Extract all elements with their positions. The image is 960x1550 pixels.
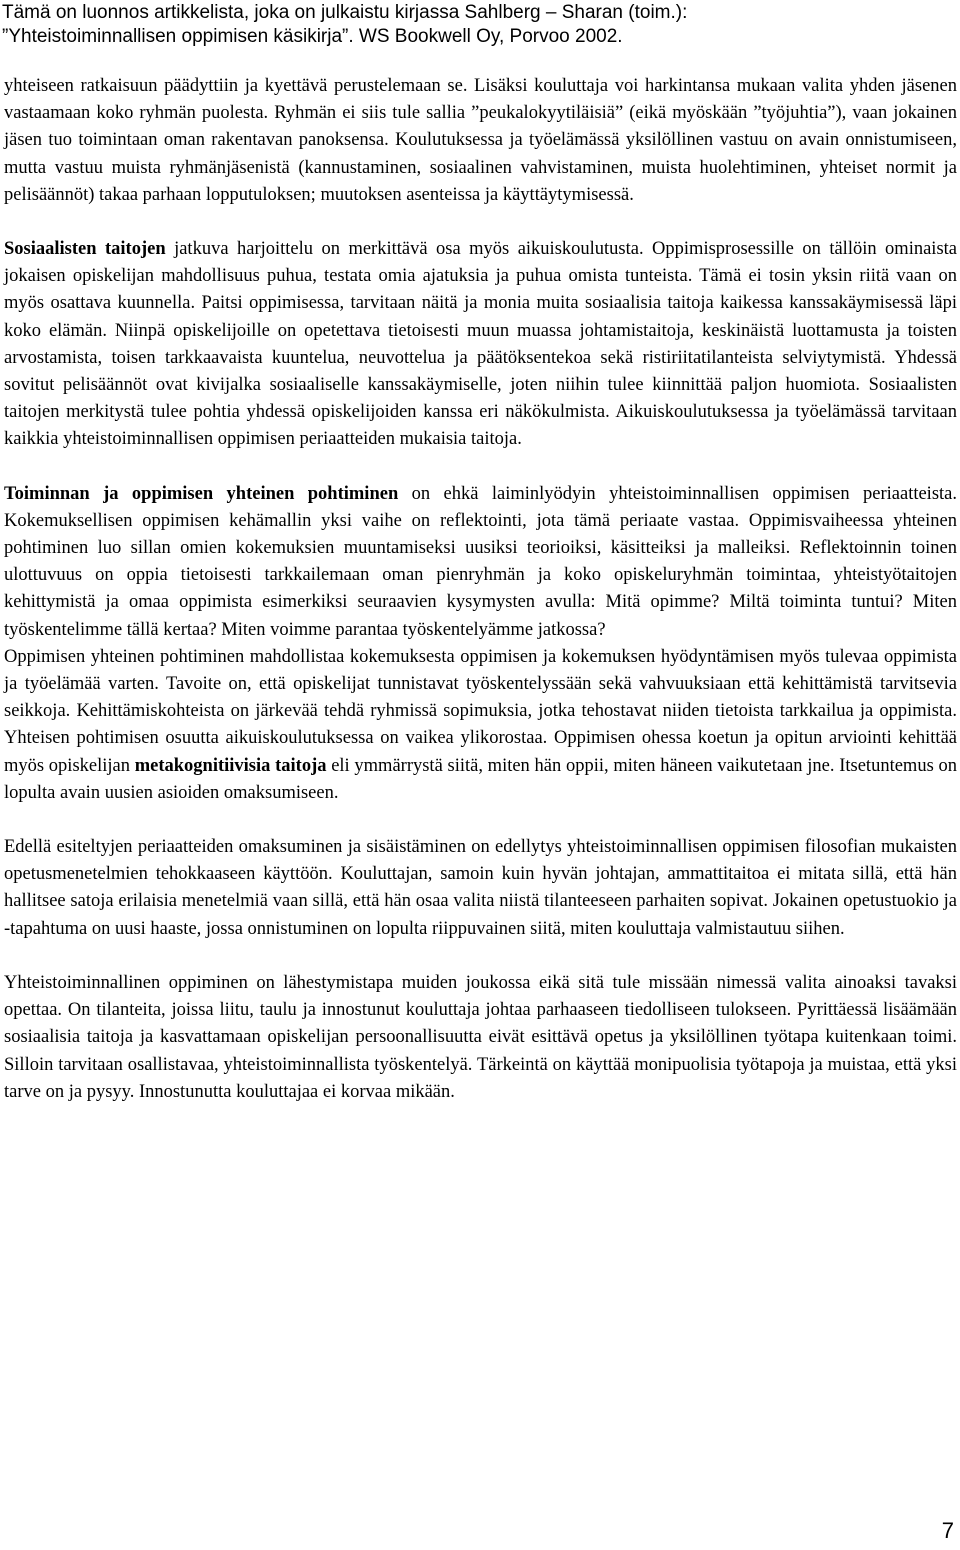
paragraph-metacognition [4,644,957,807]
article-body [4,73,957,1106]
paragraph-adoption [4,834,957,943]
paragraph-text: Yhteistoiminnallinen oppiminen on lähestymistapa muiden joukossa eikä sitä tule missään nimessä valita ainoaksi tavaksi opettaa. On tilanteita, joissa liitu, taulu ja innostunut kouluttaja johtaa parhaaseen tiedolliseen tulokseen. Pyrittäessä lisäämään sosiaalisia taitoja ja kasvattamaan opiskelijan persoonallisuutta eivät esittävä opetus ja yksilöllinen työtapa kuitenkaan toimi. Silloin tarvitaan osallistavaa, yhteistoiminnallista työskentelyä. Tärkeintä on käyttää monipuolisia työtapoja ja muistaa, että yksi tarve on ja pysyy. Innostunutta kouluttajaa ei korvaa mikään. [4,972,957,1102]
paragraph-approach [4,970,957,1106]
header-line-2: ”Yhteistoiminnallisen oppimisen käsikirja”. WS Bookwell Oy, Porvoo 2002. [2,25,623,47]
paragraph-inline-bold: metakognitiivisia taitoja [134,755,327,776]
paragraph-text: Oppimisen yhteinen pohtiminen mahdollistaa kokemuksesta oppimisen ja kokemuksen hyödyntämisen myös tulevaa oppimista ja työelämää varten. Tavoite on, että opiskelijat tunnistavat työskentelyssään sekä vahvuuksiaan että kehittämistä tarvitsevia seikkoja. Kehittämiskohteista on järkevää tehdä ryhmissä sopimuksia, jotka tehostavat niiden tietoista tarkkailua ja oppimista. Yhteisen pohtimisen osuutta aikuiskoulutuksessa on vaikea ylikorostaa. Oppimisen ohessa koetun ja opitun arviointi kehittää myös opiskelijan [4,646,957,776]
paragraph-text: Edellä esiteltyjen periaatteiden omaksuminen ja sisäistäminen on edellytys yhteistoiminnallisen oppimisen filosofian mukaisten opetusmenetelmien tehokkaaseen käyttöön. Kouluttajan, samoin kuin hyvän johtajan, ammattitaitoa ei mitata sillä, että hän hallitsee satoja erilaisia menetelmiä vaan sillä, että hän osaa valita niistä tilanteeseen parhaiten sopivat. Jokainen opetustuokio ja -tapahtuma on uusi haaste, jossa onnistuminen on lopulta riippuvainen siitä, miten kouluttaja valmistautuu siihen. [4,837,957,939]
paragraph-text: eli ymmärrystä siitä, miten hän oppii, miten häneen vaikutetaan jne. Itsetuntemus on lopulta avain uusien asioiden omaksumiseen. [4,755,957,803]
paragraph-lead-bold: Toiminnan ja oppimisen yhteinen pohtiminen [4,483,399,504]
paragraph-social-skills [4,236,957,454]
paragraph-text: on ehkä laiminlyödyin yhteistoiminnallisen oppimisen periaatteista. Kokemuksellisen oppimisen kehämallin yksi vaihe on reflektointi, jota tämä periaate vastaa. Oppimisvaiheessa yhteinen pohtiminen luo sillan omien kokemuksien muuntamiseksi uusiksi teorioiksi, käsitteiksi ja malleiksi. Reflektoinnin toinen ulottuvuus on oppia tietoisesti tarkkailemaan oman pienryhmän ja koko opiskeluryhmän toimintaa, yhteistyötaitojen kehittymistä ja omaa oppimista esimerkiksi seuraavien kysymysten avulla: Mitä opimme? Miltä toiminta tuntui? Miten työskentelimme tällä kertaa? Miten voimme parantaa työskentelyämme jatkossa? [4,483,957,640]
paragraph-lead-bold: Sosiaalisten taitojen [4,239,166,260]
paragraph-reflection [4,481,957,644]
paragraph-text: yhteiseen ratkaisuun päädyttiin ja kyettävä perustelemaan se. Lisäksi kouluttaja voi harkintansa mukaan valita yhden jäsenen vastaamaan koko ryhmän puolesta. Ryhmän ei siis tule sallia ”peukalokyytiläisiä” (eikä myöskään ”työjuhtia”), vaan jokainen jäsen tuo toimintaan oman rakentavan panoksensa. Koulutuksessa ja työelämässä yksilöllinen vastuu on avain onnistumiseen, mutta vastuu muista ryhmänjäsenistä (kannustaminen, sosiaalinen vahvistaminen, muista huolehtiminen, yhteiset normit ja pelisäännöt) takaa parhaan lopputuloksen; muutoksen asenteissa ja käyttäytymisessä. [4,76,957,205]
page-header [2,1,952,48]
paragraph-text: jatkuva harjoittelu on merkittävä osa myös aikuiskoulutusta. Oppimisprosessille on tällöin ominaista jokaisen opiskelijan mahdollisuus puhua, testata omia ajatuksia ja puhua omista tunteista. Tämä ei tosin yksin riitä vaan on myös osattava kuunnella. Paitsi oppimisessa, tarvitaan näitä ja monia muita sosiaalisia taitoja kaikessa kanssakäymisessä läpi koko elämän. Niinpä opiskelijoille on opetettava tietoisesti muun muassa johtamistaitoja, keskinäistä luottamusta ja toisten arvostamista, toisen tarkkaavaista kuuntelua, neuvottelua ja päätöksentekoa sekä ristiriitatilanteista selviytymistä. Yhdessä sovitut pelisäännöt ovat kivijalka sosiaaliselle kanssakäymiselle, joten niihin tulee kiinnittää paljon huomiota. Sosiaalisten taitojen merkitystä tulee pohtia yhdessä opiskelijoiden kanssa eri näkökulmista. Aikuiskoulutuksessa ja työelämässä tarvitaan kaikkia yhteistoiminnallisen oppimisen periaatteiden mukaisia taitoja. [4,239,957,450]
header-line-1: Tämä on luonnos artikkelista, joka on julkaistu kirjassa Sahlberg – Sharan (toim.): [2,2,688,23]
paragraph-responsibility [4,73,957,209]
page-number: 7 [941,1518,954,1543]
